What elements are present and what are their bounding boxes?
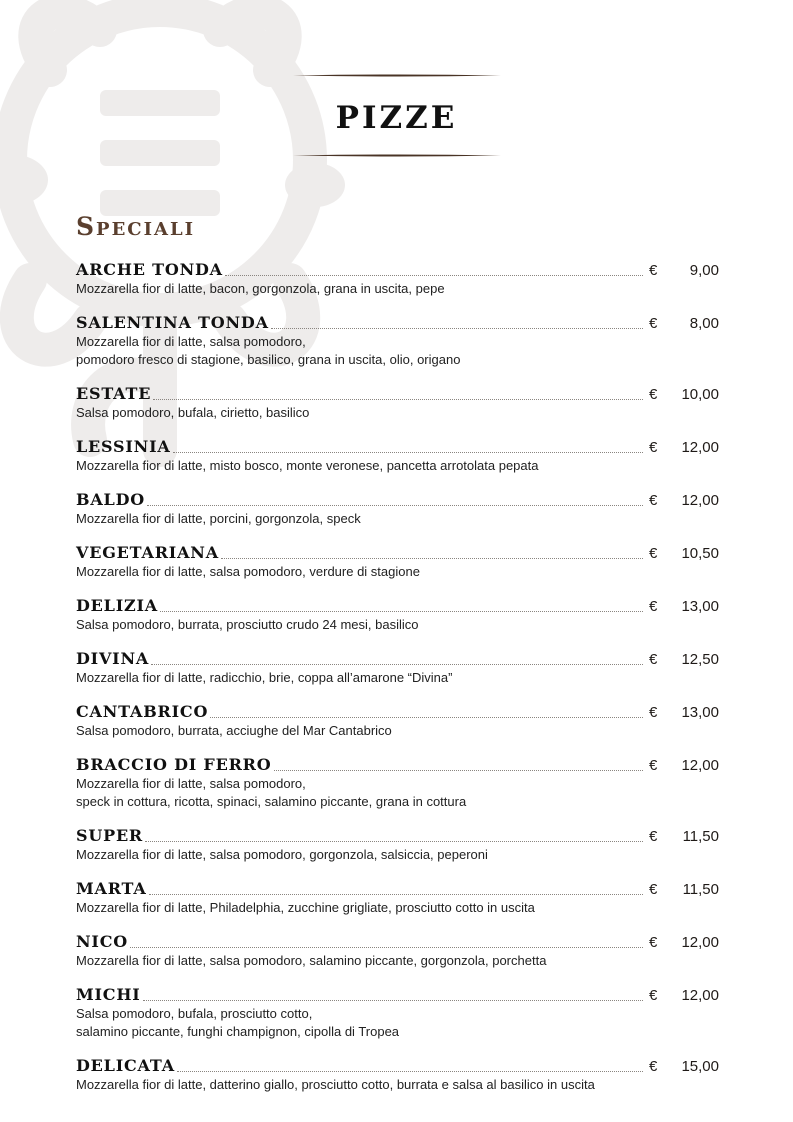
menu-item bbox=[76, 702, 719, 740]
item-name: DIVINA bbox=[76, 649, 150, 668]
item-description: Mozzarella fior di latte, datterino giallo, prosciutto cotto, burrata e salsa al basilico in uscita bbox=[76, 1077, 595, 1092]
item-description: Mozzarella fior di latte, salsa pomodoro, bbox=[76, 334, 306, 349]
section-heading: Speciali bbox=[76, 212, 196, 241]
currency-symbol: € bbox=[649, 492, 658, 509]
currency-symbol: € bbox=[649, 757, 658, 774]
currency-symbol: € bbox=[649, 262, 658, 279]
menu-item bbox=[76, 313, 719, 369]
dot-leader bbox=[145, 840, 643, 842]
item-price: 9,00 bbox=[689, 262, 719, 279]
menu-item bbox=[76, 985, 719, 1041]
dot-leader bbox=[160, 610, 643, 612]
item-description: Salsa pomodoro, burrata, acciughe del Mar Cantabrico bbox=[76, 723, 392, 738]
dot-leader bbox=[274, 769, 643, 771]
item-description: Salsa pomodoro, bufala, cirietto, basilico bbox=[76, 405, 310, 420]
currency-symbol: € bbox=[649, 545, 658, 562]
item-price: 12,00 bbox=[681, 439, 719, 456]
currency-symbol: € bbox=[649, 1058, 658, 1075]
dot-leader bbox=[151, 663, 643, 665]
menu-item bbox=[76, 826, 719, 864]
item-description: Mozzarella fior di latte, salsa pomodoro, salamino piccante, gorgonzola, porchetta bbox=[76, 953, 547, 968]
item-name: ARCHE TONDA bbox=[76, 260, 223, 279]
menu-item bbox=[76, 543, 719, 581]
item-name: DELICATA bbox=[76, 1056, 175, 1075]
menu-item bbox=[76, 384, 719, 422]
item-price: 10,50 bbox=[681, 545, 719, 562]
item-price: 13,00 bbox=[681, 598, 719, 615]
bottom-divider bbox=[293, 154, 501, 157]
item-description: Mozzarella fior di latte, Philadelphia, zucchine grigliate, prosciutto cotto in uscita bbox=[76, 900, 535, 915]
currency-symbol: € bbox=[649, 881, 658, 898]
menu-item bbox=[76, 490, 719, 528]
item-name: VEGETARIANA bbox=[76, 543, 219, 562]
dot-leader bbox=[153, 398, 643, 400]
dot-leader bbox=[210, 716, 643, 718]
item-name: MARTA bbox=[76, 879, 147, 898]
item-description: Mozzarella fior di latte, salsa pomodoro, gorgonzola, salsiccia, peperoni bbox=[76, 847, 488, 862]
menu-item bbox=[76, 260, 719, 298]
item-description: speck in cottura, ricotta, spinaci, salamino piccante, grana in cottura bbox=[76, 794, 467, 809]
item-price: 12,00 bbox=[681, 492, 719, 509]
item-description: Mozzarella fior di latte, salsa pomodoro, verdure di stagione bbox=[76, 564, 420, 579]
currency-symbol: € bbox=[649, 828, 658, 845]
item-price: 12,00 bbox=[681, 757, 719, 774]
dot-leader bbox=[143, 999, 643, 1001]
currency-symbol: € bbox=[649, 315, 658, 332]
dot-leader bbox=[177, 1070, 643, 1072]
menu-item bbox=[76, 596, 719, 634]
item-description: Mozzarella fior di latte, radicchio, brie, coppa all’amarone “Divina” bbox=[76, 670, 453, 685]
item-price: 10,00 bbox=[681, 386, 719, 403]
menu-list bbox=[76, 260, 719, 1109]
currency-symbol: € bbox=[649, 386, 658, 403]
item-description: Mozzarella fior di latte, bacon, gorgonzola, grana in uscita, pepe bbox=[76, 281, 445, 296]
page-title: PIZZE bbox=[335, 100, 458, 136]
item-name: BRACCIO DI FERRO bbox=[76, 755, 272, 774]
menu-item bbox=[76, 649, 719, 687]
item-price: 8,00 bbox=[689, 315, 719, 332]
currency-symbol: € bbox=[649, 704, 658, 721]
item-price: 11,50 bbox=[682, 828, 719, 845]
dot-leader bbox=[149, 893, 643, 895]
item-name: BALDO bbox=[76, 490, 145, 509]
item-description: Mozzarella fior di latte, misto bosco, monte veronese, pancetta arrotolata pepata bbox=[76, 458, 539, 473]
item-name: ESTATE bbox=[76, 384, 152, 403]
item-price: 15,00 bbox=[681, 1058, 719, 1075]
item-price: 11,50 bbox=[682, 881, 719, 898]
currency-symbol: € bbox=[649, 987, 658, 1004]
item-description: Mozzarella fior di latte, salsa pomodoro, bbox=[76, 776, 306, 791]
menu-item bbox=[76, 1056, 719, 1094]
item-name: DELIZIA bbox=[76, 596, 158, 615]
dot-leader bbox=[271, 327, 643, 329]
item-name: SUPER bbox=[76, 826, 144, 845]
item-name: SALENTINA TONDA bbox=[76, 313, 269, 332]
menu-item bbox=[76, 879, 719, 917]
item-description: salamino piccante, funghi champignon, cipolla di Tropea bbox=[76, 1024, 400, 1039]
item-name: CANTABRICO bbox=[76, 702, 209, 721]
item-name: MICHI bbox=[76, 985, 141, 1004]
item-price: 12,00 bbox=[681, 934, 719, 951]
item-description: Salsa pomodoro, burrata, prosciutto crudo 24 mesi, basilico bbox=[76, 617, 419, 632]
dot-leader bbox=[130, 946, 643, 948]
currency-symbol: € bbox=[649, 439, 658, 456]
top-divider bbox=[293, 74, 501, 77]
item-price: 12,00 bbox=[681, 987, 719, 1004]
item-description: Mozzarella fior di latte, porcini, gorgonzola, speck bbox=[76, 511, 361, 526]
item-price: 12,50 bbox=[681, 651, 719, 668]
currency-symbol: € bbox=[649, 598, 658, 615]
dot-leader bbox=[225, 274, 643, 276]
item-description: pomodoro fresco di stagione, basilico, grana in uscita, olio, origano bbox=[76, 352, 461, 367]
item-name: NICO bbox=[76, 932, 128, 951]
menu-item bbox=[76, 437, 719, 475]
dot-leader bbox=[173, 451, 643, 453]
item-name: LESSINIA bbox=[76, 437, 171, 456]
menu-item bbox=[76, 755, 719, 811]
item-description: Salsa pomodoro, bufala, prosciutto cotto, bbox=[76, 1006, 313, 1021]
currency-symbol: € bbox=[649, 651, 658, 668]
menu-item bbox=[76, 932, 719, 970]
item-price: 13,00 bbox=[681, 704, 719, 721]
dot-leader bbox=[147, 504, 643, 506]
currency-symbol: € bbox=[649, 934, 658, 951]
dot-leader bbox=[221, 557, 643, 559]
